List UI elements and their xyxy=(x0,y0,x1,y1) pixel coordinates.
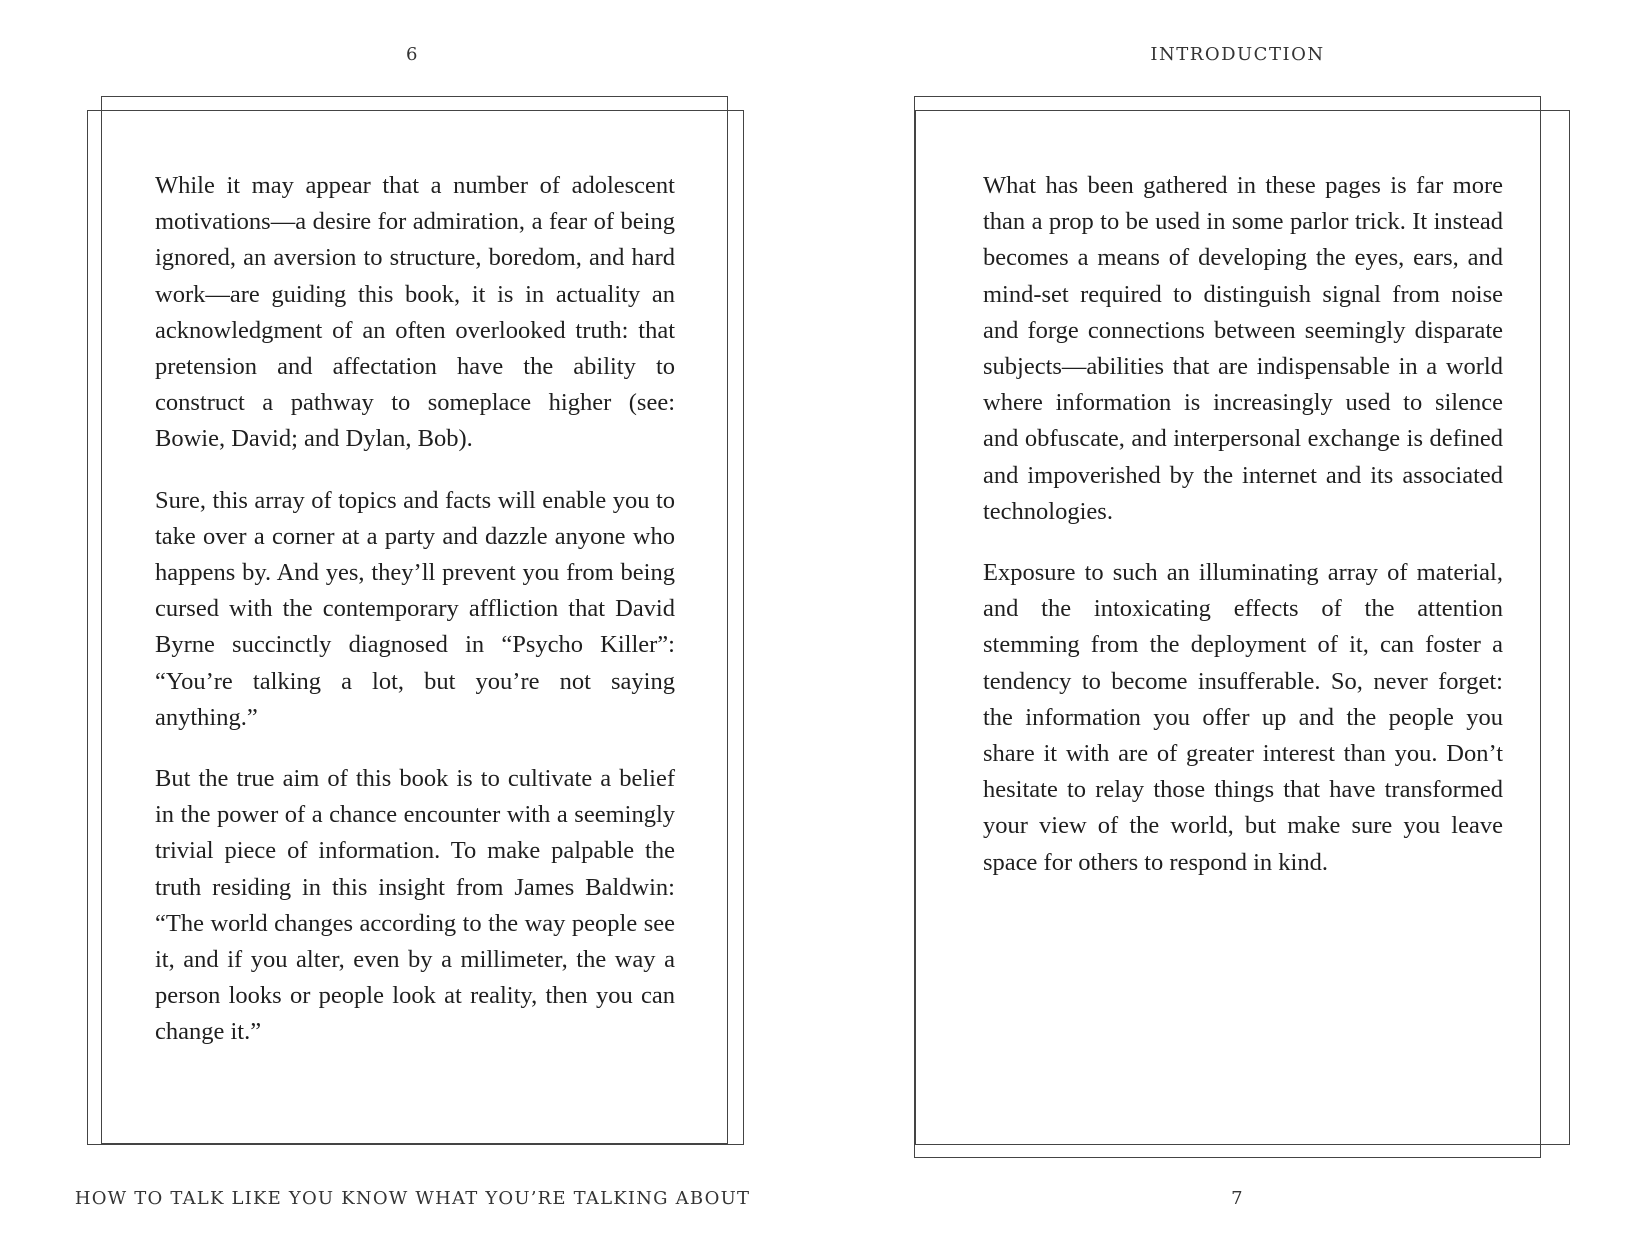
right-text-block xyxy=(983,168,1503,906)
right-page xyxy=(825,0,1650,1250)
left-text-block xyxy=(155,168,675,1076)
left-paragraph-1: While it may appear that a number of adolescent motivations—a desire for admiration, a fear of being ignored, an aversion to structure, boredom, and hard work—are guiding this book, it is in actuality an acknowledgment of an often overlooked truth: that pretension and affectation have the ability to construct a pathway to someplace higher (see: Bowie, David; and Dylan, Bob). xyxy=(155,172,675,453)
chapter-title-header: INTRODUCTION xyxy=(1150,44,1325,65)
left-paragraph-2: Sure, this array of topics and facts will enable you to take over a corner at a party and dazzle anyone who happens by. And yes, they’ll prevent you from being cursed with the contemporary affliction that David Byrne succinctly diagnosed in “Psycho Killer”: “You’re talking a lot, but you’re not saying anything.” xyxy=(155,486,675,731)
right-paragraph-2: Exposure to such an illuminating array of material, and the intoxicating effects of the attention stemming from the deployment of it, can foster a tendency to become insufferable. So, never forget: the information you offer up and the people you share it with are of greater interest than you. Don’t hesitate to relay those things that have transformed your view of the world, but make sure you leave space for others to respond in kind. xyxy=(983,559,1503,876)
right-page-number: 7 xyxy=(1231,1188,1244,1209)
left-paragraph-3: But the true aim of this book is to cultivate a belief in the power of a chance encounter with a seemingly trivial piece of information. To make palpable the truth residing in this insight from James Baldwin: “The world changes according to the way people see it, and if you alter, even by a millimeter, the way a person looks or people look at reality, then you can change it.” xyxy=(155,765,675,1046)
book-title-footer: HOW TO TALK LIKE YOU KNOW WHAT YOU’RE TALKING ABOUT xyxy=(74,1188,751,1209)
left-page-number: 6 xyxy=(406,44,419,65)
right-paragraph-1: What has been gathered in these pages is far more than a prop to be used in some parlor trick. It instead becomes a means of developing the eyes, ears, and mind-set required to distinguish signal from noise and forge connections between seemingly disparate subjects—abilities that are indispensable in a world where information is increasingly used to silence and obfuscate, and interpersonal exchange is defined and impoverished by the internet and its associated technologies. xyxy=(983,172,1503,525)
